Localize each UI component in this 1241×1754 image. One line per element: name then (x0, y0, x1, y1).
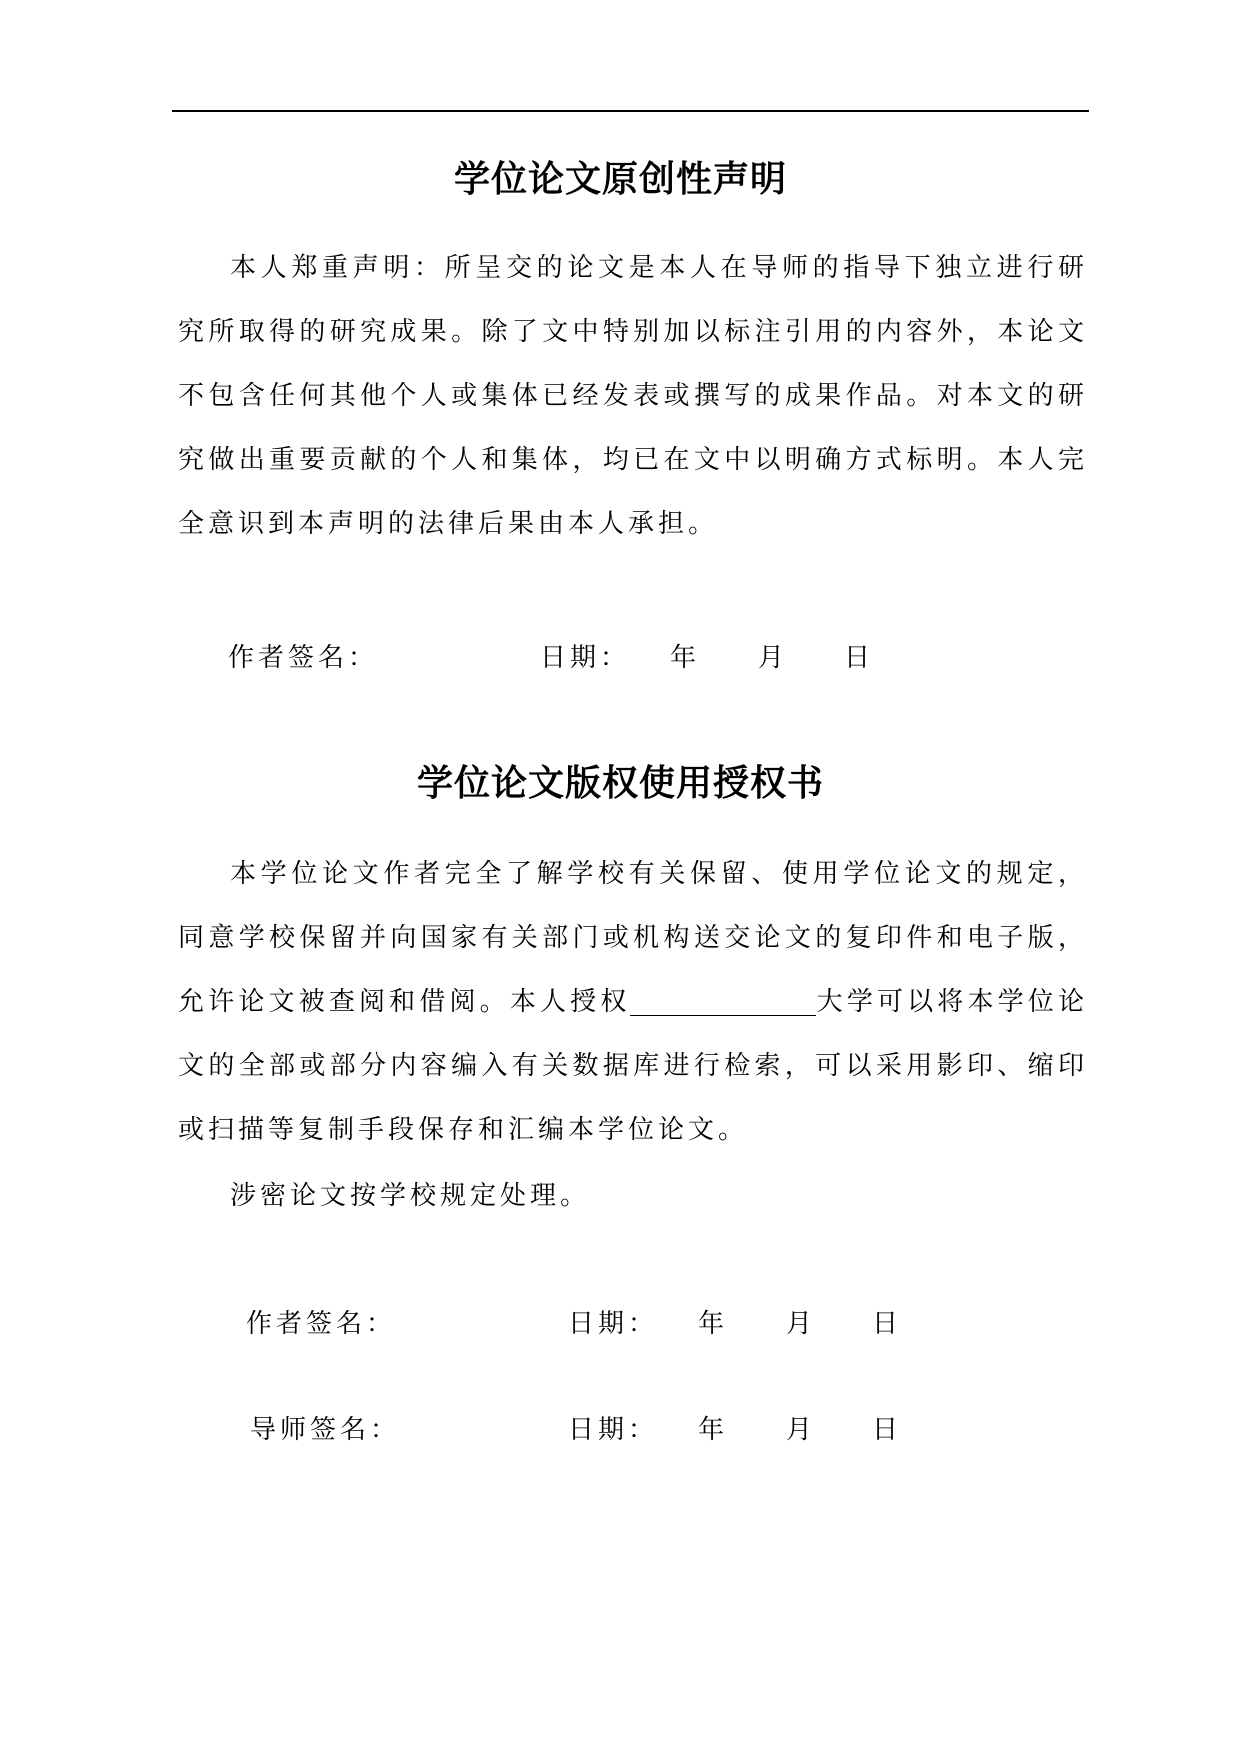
year-label: 年 (670, 643, 701, 673)
advisor-signature-label: 导师签名： (250, 1415, 401, 1445)
day-label: 日 (872, 1415, 903, 1445)
month-label: 月 (786, 1415, 817, 1445)
day-label: 日 (844, 643, 875, 673)
year-label: 年 (698, 1415, 729, 1445)
declaration-title: 学位论文原创性声明 (453, 159, 787, 200)
author-signature-label: 作者签名： (228, 643, 379, 673)
day-label: 日 (872, 1309, 903, 1339)
authorization-body (178, 842, 1088, 1162)
header-rule (172, 110, 1089, 112)
date-label: 日期： (540, 643, 631, 673)
month-label: 月 (786, 1309, 817, 1339)
date-label: 日期： (568, 1415, 659, 1445)
authorization-title: 学位论文版权使用授权书 (416, 763, 824, 804)
authorization-body-part-1: 本学位论文作者完全了解学校有关保留、使用学位论文的规定，同意学校保留并向国家有关部门或机构送交论文的复印件和电子版，允许论文被查阅和借阅。本人授权 (178, 859, 1088, 1017)
declaration-body: 本人郑重声明：所呈交的论文是本人在导师的指导下独立进行研究所取得的研究成果。除了文中特别加以标注引用的内容外，本论文不包含任何其他个人或集体已经发表或撰写的成果作品。对本文的研究做出重要贡献的个人和集体，均已在文中以明确方式标明。本人完全意识到本声明的法律后果由本人承担。 (178, 253, 1088, 539)
year-label: 年 (698, 1309, 729, 1339)
authorization-body-part-2: 大学可以将本学位论文的全部或部分内容编入有关数据库进行检索，可以采用影印、缩印或扫描等复制手段保存和汇编本学位论文。 (178, 987, 1088, 1145)
secret-thesis-note: 涉密论文按学校规定处理。 (230, 1181, 591, 1211)
month-label: 月 (758, 643, 789, 673)
author-signature-label: 作者签名： (246, 1309, 397, 1339)
university-name-blank (630, 985, 816, 1016)
date-label: 日期： (568, 1309, 659, 1339)
